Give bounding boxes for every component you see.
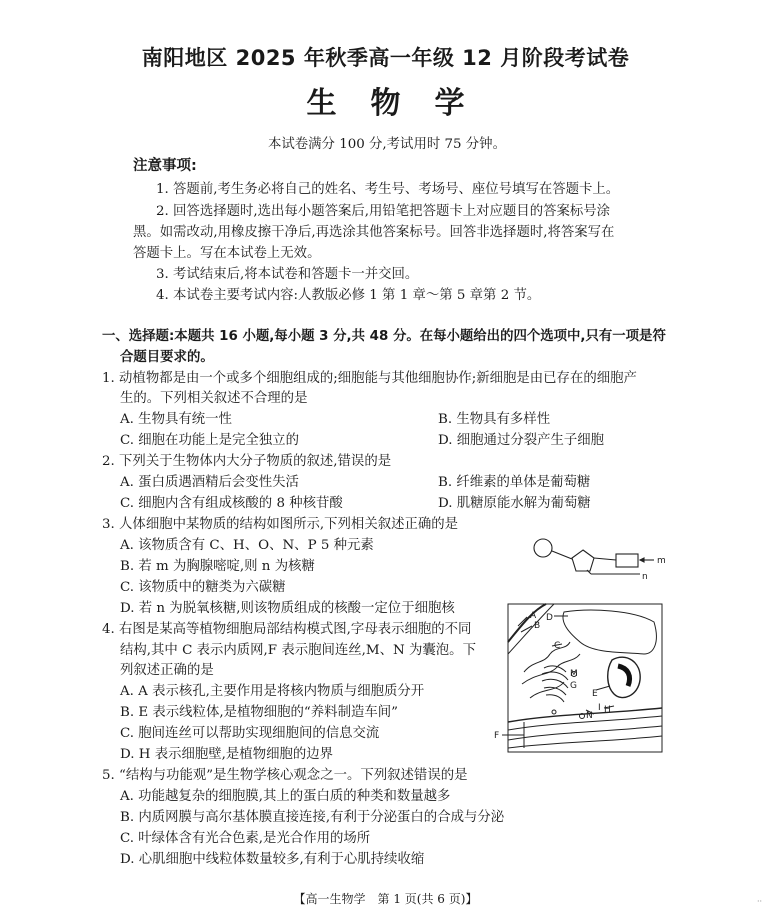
q1-option-b: B. 生物具有多样性 xyxy=(438,412,551,427)
q1-stem-2: 生的。下列相关叙述不合理的是 xyxy=(120,391,308,406)
notice-line-4: 答题卡上。写在本试卷上无效。 xyxy=(133,246,321,261)
nucleus-envelope xyxy=(508,604,546,642)
label-a: A xyxy=(530,611,537,621)
corner-mark: ·· xyxy=(757,897,763,906)
exam-info: 本试卷满分 100 分,考试用时 75 分钟。 xyxy=(268,137,506,152)
notice-line-6: 4. 本试卷主要考试内容:人教版必修 1 第 1 章～第 5 章第 2 节。 xyxy=(156,288,541,303)
nucleotide-diagram xyxy=(528,532,678,587)
q4-stem-1: 4. 右图是某高等植物细胞局部结构模式图,字母表示细胞的不同 xyxy=(102,622,472,637)
q1-option-c: C. 细胞在功能上是完全独立的 xyxy=(120,433,299,448)
notice-line-1: 1. 答题前,考生务必将自己的姓名、考生号、考场号、座位号填写在答题卡上。 xyxy=(156,182,620,197)
notice-line-5: 3. 考试结束后,将本试卷和答题卡一并交回。 xyxy=(156,267,419,282)
label-m: M xyxy=(570,669,578,679)
q5-option-b: B. 内质网膜与高尔基体膜直接连接,有利于分泌蛋白的合成与分泌 xyxy=(120,810,505,825)
m-arrowhead xyxy=(640,558,644,562)
label-b: B xyxy=(534,621,541,631)
q5-stem: 5. “结构与功能观”是生物学核心观念之一。下列叙述错误的是 xyxy=(102,768,468,783)
page-footer: 【高一生物学 第 1 页(共 6 页)】 xyxy=(293,892,478,906)
q3-option-d: D. 若 n 为脱氧核糖,则该物质组成的核酸一定位于细胞核 xyxy=(120,601,455,616)
q2-option-c: C. 细胞内含有组成核酸的 8 种核苷酸 xyxy=(120,496,343,511)
q2-stem: 2. 下列关于生物体内大分子物质的叙述,错误的是 xyxy=(102,454,392,469)
q3-option-a: A. 该物质含有 C、H、O、N、P 5 种元素 xyxy=(120,538,374,553)
q1-option-a: A. 生物具有统一性 xyxy=(120,412,232,427)
q3-stem: 3. 人体细胞中某物质的结构如图所示,下列相关叙述正确的是 xyxy=(102,517,459,532)
notice-line-2: 2. 回答选择题时,选出每小题答案后,用铅笔把答题卡上对应题目的答案标号涂 xyxy=(156,204,611,219)
label-n: n xyxy=(642,572,648,582)
label-m: m xyxy=(657,556,666,566)
q4-option-d: D. H 表示细胞壁,是植物细胞的边界 xyxy=(120,747,334,762)
q1-stem-1: 1. 动植物都是由一个或多个细胞组成的;细胞能与其他细胞协作;新细胞是由已存在的细胞产 xyxy=(102,371,637,386)
label-h: H xyxy=(604,705,611,715)
base-bond xyxy=(594,558,616,560)
base-rectangle xyxy=(616,554,638,567)
q5-option-d: D. 心肌细胞中线粒体数量较多,有利于心肌持续收缩 xyxy=(120,852,425,867)
cell-wall-h xyxy=(508,708,662,722)
q4-option-b: B. E 表示线粒体,是植物细胞的“养料制造车间” xyxy=(120,705,398,720)
label-f: F xyxy=(494,731,500,741)
plant-cell-diagram xyxy=(494,602,666,762)
q5-option-c: C. 叶绿体含有光合色素,是光合作用的场所 xyxy=(120,831,371,846)
phosphate-circle xyxy=(534,539,552,557)
q4-stem-3: 列叙述正确的是 xyxy=(120,663,214,678)
q4-stem-2: 结构,其中 C 表示内质网,F 表示胞间连丝,M、N 为囊泡。下 xyxy=(120,643,476,658)
notice-line-3: 黑。如需改动,用橡皮擦干净后,再选涂其他答案标号。回答非选择题时,将答案写在 xyxy=(133,225,615,240)
q4-option-a: A. A 表示核孔,主要作用是将核内物质与细胞质分开 xyxy=(120,684,425,699)
phosphate-bond xyxy=(552,551,572,559)
vacuole-d xyxy=(563,610,656,654)
label-e: E xyxy=(592,689,598,699)
q3-option-b: B. 若 m 为胸腺嘧啶,则 n 为核糖 xyxy=(120,559,315,574)
q4-option-c: C. 胞间连丝可以帮助实现细胞间的信息交流 xyxy=(120,726,380,741)
q2-option-d: D. 肌糖原能水解为葡萄糖 xyxy=(438,496,591,511)
section-heading-line-1: 一、选择题:本题共 16 小题,每小题 3 分,共 48 分。在每小题给出的四个选项中,只有一项是符 xyxy=(102,329,666,344)
q1-option-d: D. 细胞通过分裂产生子细胞 xyxy=(438,433,605,448)
label-i: I xyxy=(598,703,601,713)
label-n: N xyxy=(586,711,593,721)
subject-title: 生物学 xyxy=(306,86,499,121)
pentose-pentagon xyxy=(572,550,594,571)
label-c: C xyxy=(554,641,561,651)
label-d: D xyxy=(546,613,553,623)
exam-title: 南阳地区 2025 年秋季高一年级 12 月阶段考试卷 xyxy=(141,46,630,70)
q5-option-a: A. 功能越复杂的细胞膜,其上的蛋白质的种类和数量越多 xyxy=(120,789,451,804)
label-g: G xyxy=(570,681,577,691)
q3-option-c: C. 该物质中的糖类为六碳糖 xyxy=(120,580,286,595)
organelle-e xyxy=(608,657,640,697)
q2-option-a: A. 蛋白质遇酒精后会变性失活 xyxy=(120,475,299,490)
endoplasmic-reticulum xyxy=(524,642,570,672)
notice-heading: 注意事项: xyxy=(133,158,197,174)
section-heading-line-2: 合题目要求的。 xyxy=(120,350,214,365)
q2-option-b: B. 纤维素的单体是葡萄糖 xyxy=(438,475,591,490)
